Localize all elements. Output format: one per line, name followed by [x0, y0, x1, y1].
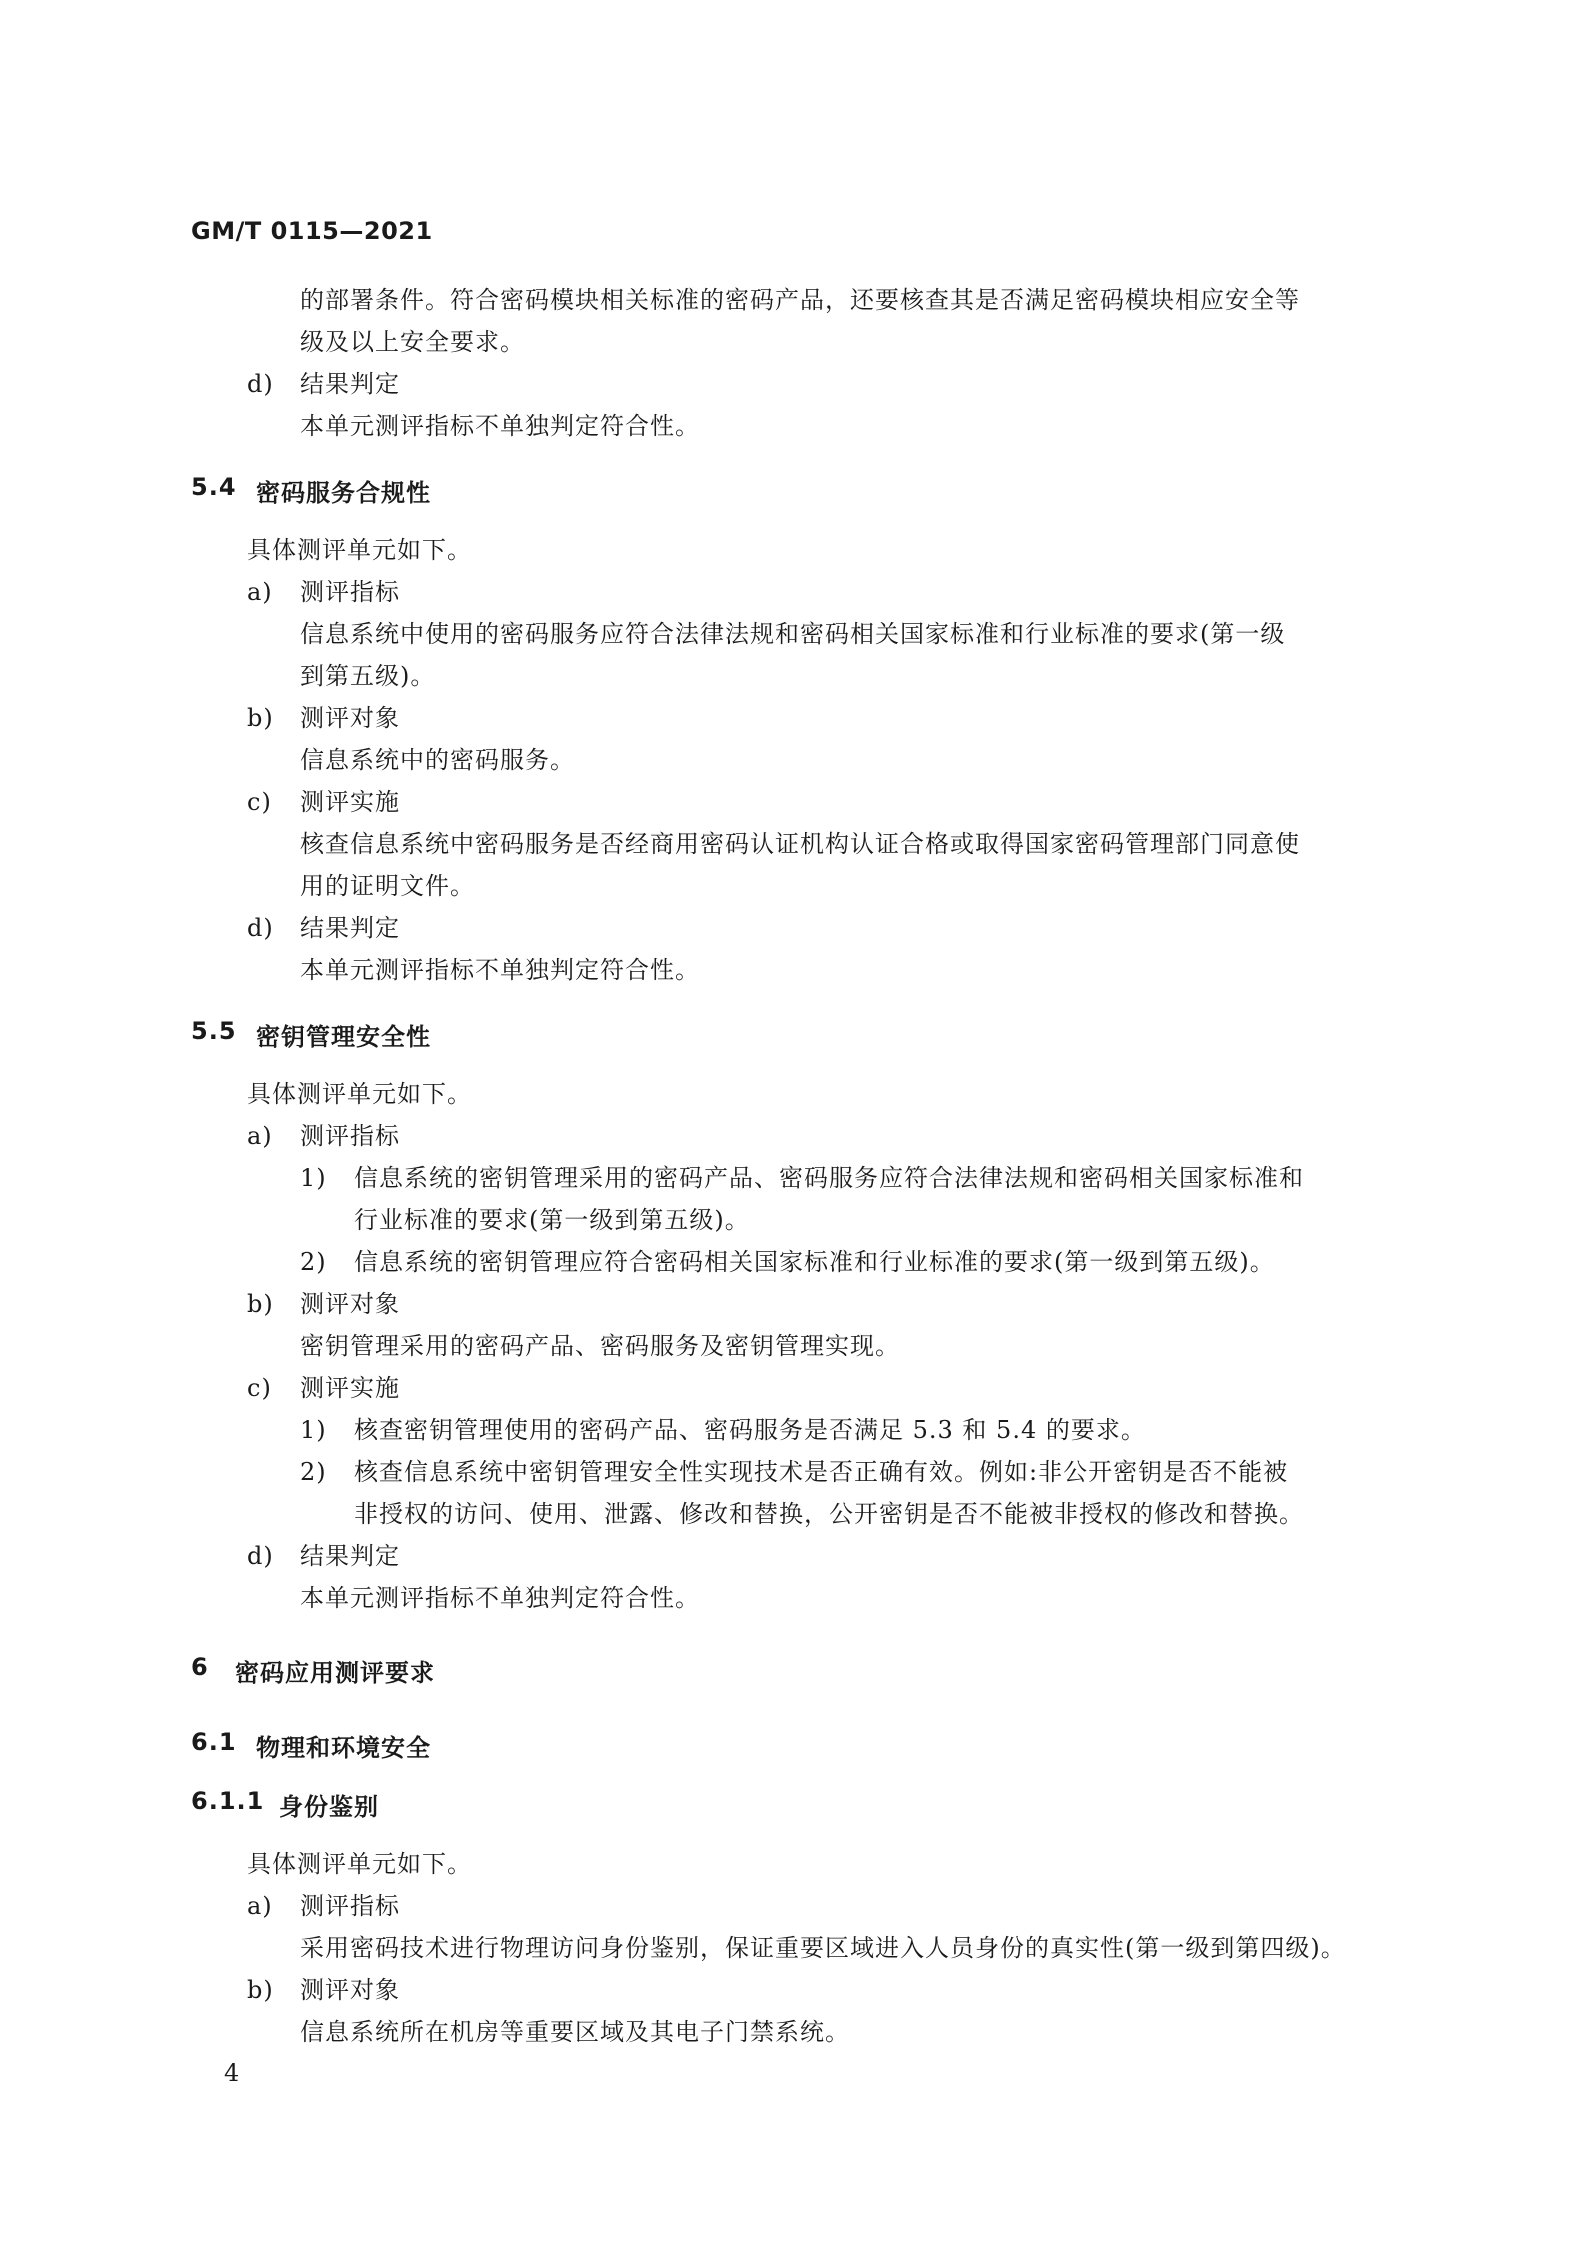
list-item-title: 结果判定 — [300, 370, 400, 398]
paragraph-line: 信息系统所在机房等重要区域及其电子门禁系统。 — [300, 2018, 850, 2046]
paragraph-line: 到第五级)。 — [300, 662, 436, 690]
paragraph-line: 采用密码技术进行物理访问身份鉴别，保证重要区域进入人员身份的真实性(第一级到第四级)。 — [300, 1934, 1346, 1962]
list-marker: d) — [247, 914, 274, 942]
paragraph-line: 非授权的访问、使用、泄露、修改和替换，公开密钥是否不能被非授权的修改和替换。 — [354, 1500, 1304, 1528]
list-marker: d) — [247, 370, 274, 398]
paragraph-line: 信息系统的密钥管理采用的密码产品、密码服务应符合法律法规和密码相关国家标准和 — [354, 1164, 1304, 1192]
list-item-title: 测评对象 — [300, 704, 400, 732]
list-item-title: 测评实施 — [300, 788, 400, 816]
paragraph-line: 行业标准的要求(第一级到第五级)。 — [354, 1206, 750, 1234]
paragraph-line: 信息系统中的密码服务。 — [300, 746, 575, 774]
list-marker: a) — [247, 1892, 273, 1920]
paragraph-line: 核查信息系统中密钥管理安全性实现技术是否正确有效。例如:非公开密钥是否不能被 — [354, 1458, 1289, 1486]
paragraph-line: 具体测评单元如下。 — [247, 1080, 472, 1108]
sub-list-marker: 1) — [300, 1164, 327, 1192]
paragraph-line: 密钥管理采用的密码产品、密码服务及密钥管理实现。 — [300, 1332, 900, 1360]
list-item-title: 结果判定 — [300, 914, 400, 942]
paragraph-line: 信息系统中使用的密码服务应符合法律法规和密码相关国家标准和行业标准的要求(第一级 — [300, 620, 1286, 648]
list-marker: c) — [247, 788, 272, 816]
section-number: 5.4 — [191, 473, 237, 501]
list-item-title: 测评指标 — [300, 578, 400, 606]
chapter-heading: 密码应用测评要求 — [235, 1659, 435, 1687]
section-heading: 密码服务合规性 — [256, 479, 431, 507]
list-marker: d) — [247, 1542, 274, 1570]
subsection-number: 6.1.1 — [191, 1787, 265, 1815]
paragraph-line: 的部署条件。符合密码模块相关标准的密码产品，还要核查其是否满足密码模块相应安全等 — [300, 286, 1300, 314]
paragraph-line: 核查信息系统中密码服务是否经商用密码认证机构认证合格或取得国家密码管理部门同意使 — [300, 830, 1300, 858]
section-number: 6.1 — [191, 1728, 237, 1756]
list-item-title: 测评指标 — [300, 1122, 400, 1150]
paragraph-line: 具体测评单元如下。 — [247, 1850, 472, 1878]
paragraph-line: 本单元测评指标不单独判定符合性。 — [300, 1584, 700, 1612]
list-item-title: 结果判定 — [300, 1542, 400, 1570]
list-item-title: 测评对象 — [300, 1290, 400, 1318]
paragraph-line: 具体测评单元如下。 — [247, 536, 472, 564]
paragraph-line: 级及以上安全要求。 — [300, 328, 525, 356]
page-number: 4 — [224, 2059, 240, 2087]
paragraph-line: 本单元测评指标不单独判定符合性。 — [300, 412, 700, 440]
list-item-title: 测评指标 — [300, 1892, 400, 1920]
sub-list-marker: 2) — [300, 1458, 327, 1486]
paragraph-line: 用的证明文件。 — [300, 872, 475, 900]
section-heading: 物理和环境安全 — [256, 1734, 431, 1762]
section-heading: 密钥管理安全性 — [256, 1023, 431, 1051]
list-marker: b) — [247, 704, 274, 732]
list-marker: a) — [247, 1122, 273, 1150]
paragraph-line: 信息系统的密钥管理应符合密码相关国家标准和行业标准的要求(第一级到第五级)。 — [354, 1248, 1275, 1276]
list-marker: c) — [247, 1374, 272, 1402]
list-item-title: 测评实施 — [300, 1374, 400, 1402]
subsection-heading: 身份鉴别 — [279, 1793, 379, 1821]
list-marker: b) — [247, 1290, 274, 1318]
chapter-number: 6 — [191, 1653, 209, 1681]
sub-list-marker: 2) — [300, 1248, 327, 1276]
list-marker: b) — [247, 1976, 274, 2004]
list-marker: a) — [247, 578, 273, 606]
paragraph-line: 核查密钥管理使用的密码产品、密码服务是否满足 5.3 和 5.4 的要求。 — [354, 1416, 1146, 1444]
list-item-title: 测评对象 — [300, 1976, 400, 2004]
paragraph-line: 本单元测评指标不单独判定符合性。 — [300, 956, 700, 984]
sub-list-marker: 1) — [300, 1416, 327, 1444]
document-code: GM/T 0115—2021 — [191, 217, 433, 245]
section-number: 5.5 — [191, 1017, 237, 1045]
